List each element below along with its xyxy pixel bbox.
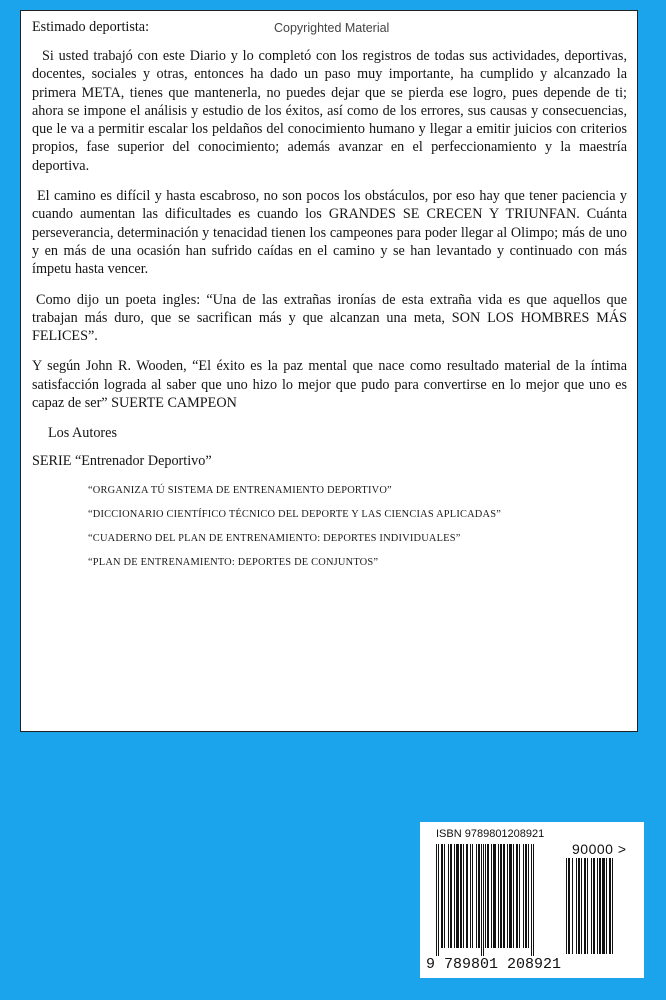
isbn-barcode-bar bbox=[487, 844, 489, 948]
letter-greeting: Estimado deportista: bbox=[32, 19, 150, 35]
isbn-barcode-bar bbox=[463, 844, 464, 948]
isbn-barcode-bar bbox=[460, 844, 462, 948]
barcode-digits: 9 789801 208921 bbox=[426, 956, 562, 973]
addon-barcode-bar bbox=[568, 858, 570, 954]
book-item-3: “CUADERNO DEL PLAN DE ENTRENAMIENTO: DEPORTES INDIVIDUALES” bbox=[88, 533, 461, 545]
addon-barcode-bar bbox=[581, 858, 582, 954]
isbn-barcode-bar bbox=[483, 844, 484, 956]
addon-barcode-bar bbox=[578, 858, 580, 954]
barcode-panel bbox=[420, 822, 644, 978]
isbn-barcode-bar bbox=[472, 844, 473, 948]
addon-barcode-bar bbox=[612, 858, 613, 954]
isbn-barcode-bar bbox=[448, 844, 449, 948]
paragraph-3: Como dijo un poeta ingles: “Una de las extrañas ironías de esta extraña vida es que aquellos que trabajan más duro, que se sacrifican más y que alcanzan una meta, SON LOS HOMBRES MÁS FELICES”. bbox=[32, 291, 627, 345]
authors-signature: Los Autores bbox=[48, 425, 117, 442]
isbn-barcode-bar bbox=[478, 844, 480, 948]
book-item-2: “DICCIONARIO CIENTÍFICO TÉCNICO DEL DEPORTE Y LAS CIENCIAS APLICADAS” bbox=[88, 509, 502, 521]
addon-barcode-bar bbox=[593, 858, 595, 954]
isbn-barcode-bar bbox=[456, 844, 459, 948]
letter-header bbox=[32, 17, 627, 37]
isbn-barcode-bar bbox=[513, 844, 514, 948]
isbn-barcode-bar bbox=[519, 844, 520, 948]
isbn-barcode-bar bbox=[525, 844, 527, 948]
addon-barcode-bar bbox=[587, 858, 588, 954]
isbn-barcode-bar bbox=[533, 844, 534, 956]
isbn-barcode-bar bbox=[450, 844, 452, 948]
isbn-barcode-bar bbox=[466, 844, 468, 948]
isbn-barcode-bar bbox=[531, 844, 532, 956]
price-addon-barcode bbox=[566, 858, 636, 958]
isbn-barcode-bar bbox=[481, 844, 482, 956]
isbn-barcode-bar bbox=[509, 844, 512, 948]
isbn-barcode-bar bbox=[438, 844, 439, 956]
isbn-barcode-bar bbox=[498, 844, 499, 948]
book-item-4: “PLAN DE ENTRENAMIENTO: DEPORTES DE CONJUNTOS” bbox=[88, 557, 379, 569]
back-cover-text-panel bbox=[20, 10, 638, 732]
copyright-watermark: Copyrighted Material bbox=[274, 21, 390, 35]
isbn-barcode-bar bbox=[493, 844, 496, 948]
addon-barcode-bar bbox=[576, 858, 577, 954]
isbn-barcode-bar bbox=[470, 844, 471, 948]
addon-barcode-bar bbox=[591, 858, 592, 954]
isbn-barcode-bar bbox=[503, 844, 505, 948]
isbn-barcode-bar bbox=[444, 844, 445, 948]
isbn-barcode-bar bbox=[476, 844, 477, 948]
isbn-barcode-bar bbox=[528, 844, 529, 948]
isbn-barcode-bar bbox=[523, 844, 524, 948]
isbn-barcode bbox=[436, 844, 560, 958]
addon-barcode-bar bbox=[599, 858, 601, 954]
series-title: SERIE “Entrenador Deportivo” bbox=[32, 453, 212, 470]
isbn-barcode-bar bbox=[441, 844, 443, 948]
addon-barcode-bar bbox=[606, 858, 607, 954]
isbn-barcode-bar bbox=[507, 844, 508, 948]
isbn-barcode-bar bbox=[454, 844, 455, 948]
paragraph-1: Si usted trabajó con este Diario y lo completó con los registros de todas sus actividades, deportivas, docentes, sociales y otras, entonces ha dado un paso muy importante, ha cumplido y alcanzado la primera META, tienes que mantenerla, no puedes dejar que se pierda ese logro, pues depende de ti; ahora se impone el análisis y estudio de los éxitos, así como de los errores, sus causas y consecuencias, que le va a permitir escalar los peldaños del conocimiento humano y llegar a emitir juicios con criterios propios, fase superior del conocimiento; además avanzar en el perfeccionamiento y la maestría deportiva. bbox=[32, 48, 627, 174]
price-code: 90000 > bbox=[572, 841, 627, 857]
addon-barcode-bar bbox=[584, 858, 586, 954]
addon-barcode-bar bbox=[609, 858, 611, 954]
book-item-1: “ORGANIZA TÚ SISTEMA DE ENTRENAMIENTO DEPORTIVO” bbox=[88, 485, 392, 497]
isbn-label: ISBN 9789801208921 bbox=[436, 828, 545, 840]
addon-barcode-bar bbox=[602, 858, 605, 954]
addon-barcode-bar bbox=[566, 858, 567, 954]
isbn-barcode-bar bbox=[500, 844, 502, 948]
isbn-barcode-bar bbox=[491, 844, 492, 948]
addon-barcode-bar bbox=[572, 858, 573, 954]
isbn-barcode-bar bbox=[516, 844, 518, 948]
paragraph-4: Y según John R. Wooden, “El éxito es la paz mental que nace como resultado material de la íntima satisfacción lograda al saber que uno hizo lo mejor que pudo para convertirse en lo mejor que uno es capaz de ser” SUERTE CAMPEON bbox=[32, 358, 627, 412]
book-list bbox=[32, 484, 627, 569]
isbn-barcode-bar bbox=[436, 844, 437, 956]
addon-barcode-bar bbox=[597, 858, 598, 954]
isbn-barcode-bar bbox=[485, 844, 486, 948]
paragraph-2: El camino es difícil y hasta escabroso, no son pocos los obstáculos, por eso hay que tener paciencia y cuando aumentan las dificultades es cuando los GRANDES SE CRECEN Y TRIUNFAN. Cuánta perseverancia, determinación y tenacidad tienen los campeones para poder llegar al Olimpo; más de uno y en más de una ocasión han sufrido caídas en el camino y se han levantado y continuado con más ímpetu hasta vencer. bbox=[32, 188, 627, 278]
